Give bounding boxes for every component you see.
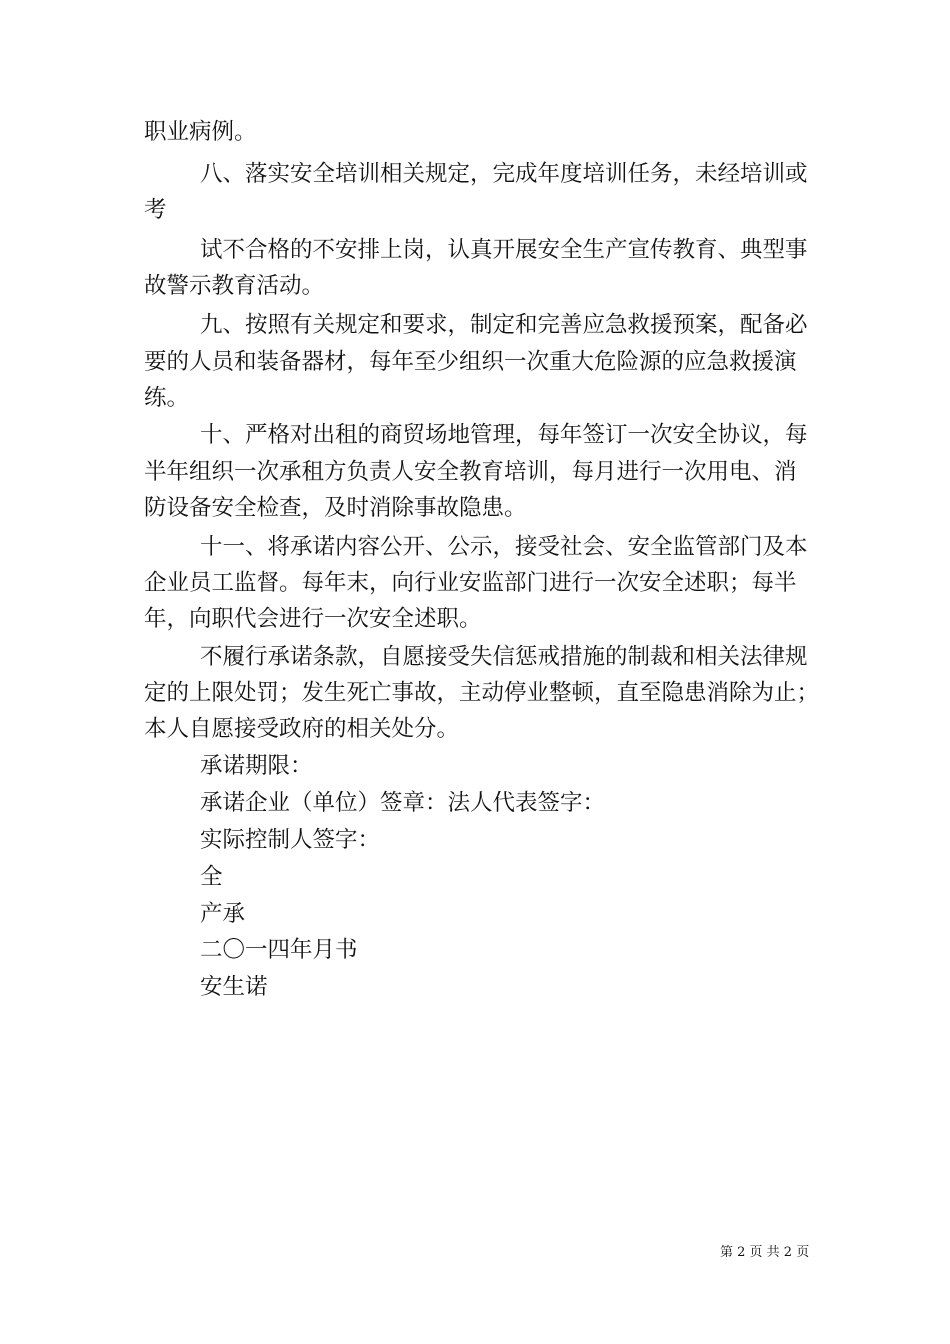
- text-line: 企业员工监督。每年末，向行业安监部门进行一次安全述职；每半: [144, 570, 797, 596]
- text-line: 全: [200, 864, 223, 890]
- text-line: 产承: [200, 901, 246, 927]
- text-line: 半年组织一次承租方负责人安全教育培训，每月进行一次用电、消: [144, 459, 797, 485]
- text-line: 八、落实安全培训相关规定，完成年度培训任务，未经培训或: [200, 161, 808, 187]
- text-line: 定的上限处罚；发生死亡事故，主动停业整顿，直至隐患消除为止；: [144, 680, 820, 706]
- page-footer: 第 2 页 共 2 页: [720, 1245, 810, 1260]
- text-line: 承诺期限：: [200, 753, 313, 779]
- text-line: 年，向职代会进行一次安全述职。: [144, 606, 482, 632]
- text-line: 十、严格对出租的商贸场地管理，每年签订一次安全协议，每: [200, 422, 808, 448]
- text-line: 承诺企业（单位）签章：法人代表签字：: [200, 790, 606, 816]
- text-line: 安生诺: [200, 974, 268, 1000]
- text-line: 职业病例。: [144, 119, 257, 145]
- text-line: 考: [144, 197, 167, 223]
- text-line: 十一、将承诺内容公开、公示，接受社会、安全监管部门及本: [200, 534, 808, 560]
- text-line: 故警示教育活动。: [144, 273, 325, 299]
- text-line: 要的人员和装备器材，每年至少组织一次重大危险源的应急救援演: [144, 349, 797, 375]
- text-line: 二〇一四年月书: [200, 937, 358, 963]
- text-line: 本人自愿接受政府的相关处分。: [144, 716, 460, 742]
- text-line: 试不合格的不安排上岗，认真开展安全生产宣传教育、典型事: [200, 237, 808, 263]
- text-line: 防设备安全检查，及时消除事故隐患。: [144, 495, 527, 521]
- text-line: 实际控制人签字：: [200, 827, 381, 853]
- text-line: 九、按照有关规定和要求，制定和完善应急救援预案，配备必: [200, 312, 808, 338]
- text-line: 不履行承诺条款，自愿接受失信惩戒措施的制裁和相关法律规: [200, 644, 808, 670]
- text-line: 练。: [144, 385, 190, 411]
